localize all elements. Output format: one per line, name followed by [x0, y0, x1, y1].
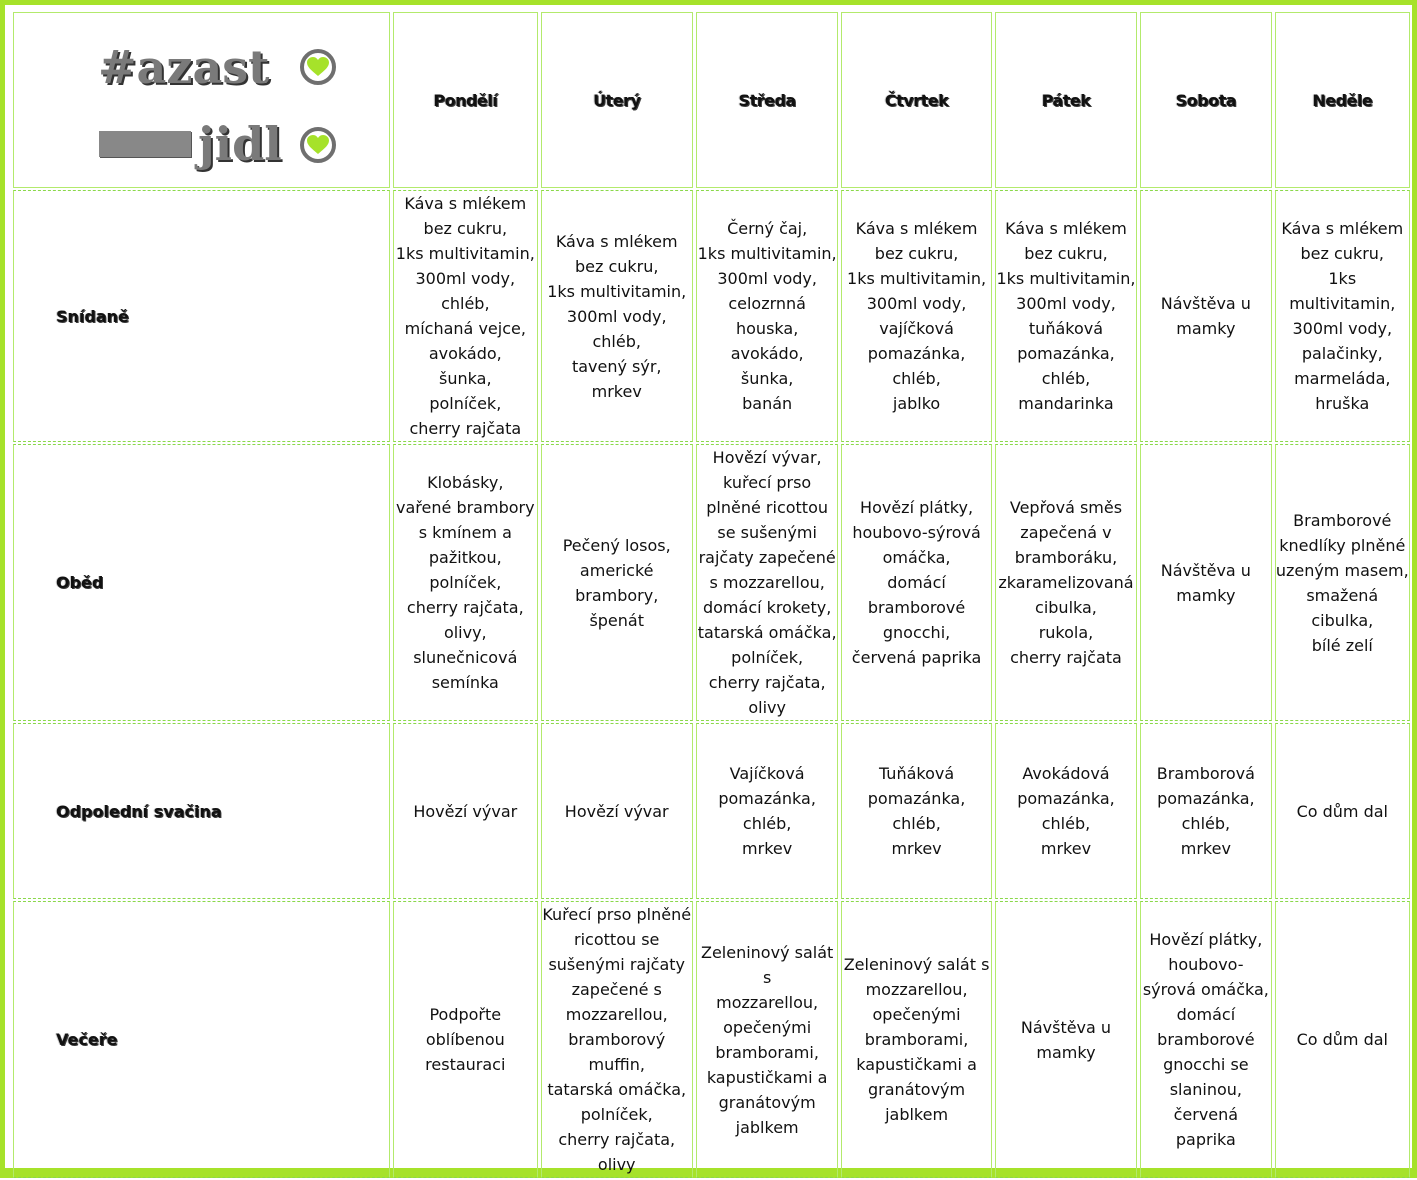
meal-row-snack [13, 723, 1410, 899]
meal-cell: Káva s mlékem bez cukru, 1ks multivitamin, 300ml vody, palačinky, marmeláda, hruška [1275, 190, 1410, 442]
day-header: Čtvrtek [841, 12, 991, 188]
meal-cell: Návštěva u mamky [1140, 444, 1271, 721]
meal-cell: Návštěva u mamky [995, 901, 1137, 1178]
heart-icon [300, 127, 336, 163]
header-row [13, 12, 1410, 188]
meal-cell: Vepřová směs zapečená v bramboráku, zkaramelizovaná cibulka, rukola, cherry rajčata [995, 444, 1137, 721]
meal-cell: Bramborové knedlíky plněné uzeným masem, smažená cibulka, bílé zelí [1275, 444, 1410, 721]
meal-cell: Avokádová pomazánka, chléb, mrkev [995, 723, 1137, 899]
meal-cell: Co dům dal [1275, 901, 1410, 1178]
meal-cell: Káva s mlékem bez cukru, 1ks multivitamin, 300ml vody, vajíčková pomazánka, chléb, jablko [841, 190, 991, 442]
logo [13, 12, 390, 188]
meal-cell: Zeleninový salát s mozzarellou, opečenými bramborami, kapustičkami a granátovým jablkem [696, 901, 838, 1178]
meal-label: Snídaně [13, 190, 390, 442]
meal-cell: Pečený losos, americké brambory, špenát [541, 444, 693, 721]
meal-cell: Hovězí plátky, houbovo-sýrová omáčka, domácí bramborové gnocchi, červená paprika [841, 444, 991, 721]
logo-line-2: jidl [198, 117, 282, 171]
meal-cell: Hovězí vývar, kuřecí prso plněné ricottou se sušenými rajčaty zapečené s mozzarellou, domácí krokety, tatarská omáčka, polníček, cherry rajčata, olivy [696, 444, 838, 721]
logo-line-1: #azast [98, 40, 270, 94]
day-header: Pátek [995, 12, 1137, 188]
meal-cell: Káva s mlékem bez cukru, 1ks multivitamin, 300ml vody, chléb, míchaná vejce, avokádo, šunka, polníček, cherry rajčata [393, 190, 537, 442]
meal-label: Oběd [13, 444, 390, 721]
meal-row-dinner [13, 901, 1410, 1178]
meal-cell: Vajíčková pomazánka, chléb, mrkev [696, 723, 838, 899]
meal-label: Odpolední svačina [13, 723, 390, 899]
meal-row-lunch [13, 444, 1410, 721]
meal-plan-table [10, 10, 1413, 1180]
meal-cell: Bramborová pomazánka, chléb, mrkev [1140, 723, 1271, 899]
meal-cell: Podpořte oblíbenou restauraci [393, 901, 537, 1178]
meal-cell: Černý čaj, 1ks multivitamin, 300ml vody, celozrnná houska, avokádo, šunka, banán [696, 190, 838, 442]
day-header: Úterý [541, 12, 693, 188]
meal-cell: Káva s mlékem bez cukru, 1ks multivitamin, 300ml vody, chléb, tavený sýr, mrkev [541, 190, 693, 442]
meal-cell: Co dům dal [1275, 723, 1410, 899]
day-header: Pondělí [393, 12, 537, 188]
meal-row-breakfast [13, 190, 1410, 442]
meal-cell: Klobásky, vařené brambory s kmínem a pažitkou, polníček, cherry rajčata, olivy, slunečnicová semínka [393, 444, 537, 721]
meal-cell: Kuřecí prso plněné ricottou se sušenými rajčaty zapečené s mozzarellou, bramborový muffin, tatarská omáčka, polníček, cherry rajčata, olivy [541, 901, 693, 1178]
meal-cell: Káva s mlékem bez cukru, 1ks multivitamin, 300ml vody, tuňáková pomazánka, chléb, mandarinka [995, 190, 1137, 442]
meal-cell: Zeleninový salát s mozzarellou, opečenými bramborami, kapustičkami a granátovým jablkem [841, 901, 991, 1178]
meal-cell: Hovězí vývar [541, 723, 693, 899]
day-header: Neděle [1275, 12, 1410, 188]
meal-cell: Návštěva u mamky [1140, 190, 1271, 442]
heart-icon [300, 49, 336, 85]
meal-cell: Tuňáková pomazánka, chléb, mrkev [841, 723, 991, 899]
meal-label: Večeře [13, 901, 390, 1178]
logo-bar [99, 131, 191, 157]
day-header: Středa [696, 12, 838, 188]
meal-cell: Hovězí plátky, houbovo- sýrová omáčka, domácí bramborové gnocchi se slaninou, červená paprika [1140, 901, 1271, 1178]
meal-cell: Hovězí vývar [393, 723, 537, 899]
day-header: Sobota [1140, 12, 1271, 188]
